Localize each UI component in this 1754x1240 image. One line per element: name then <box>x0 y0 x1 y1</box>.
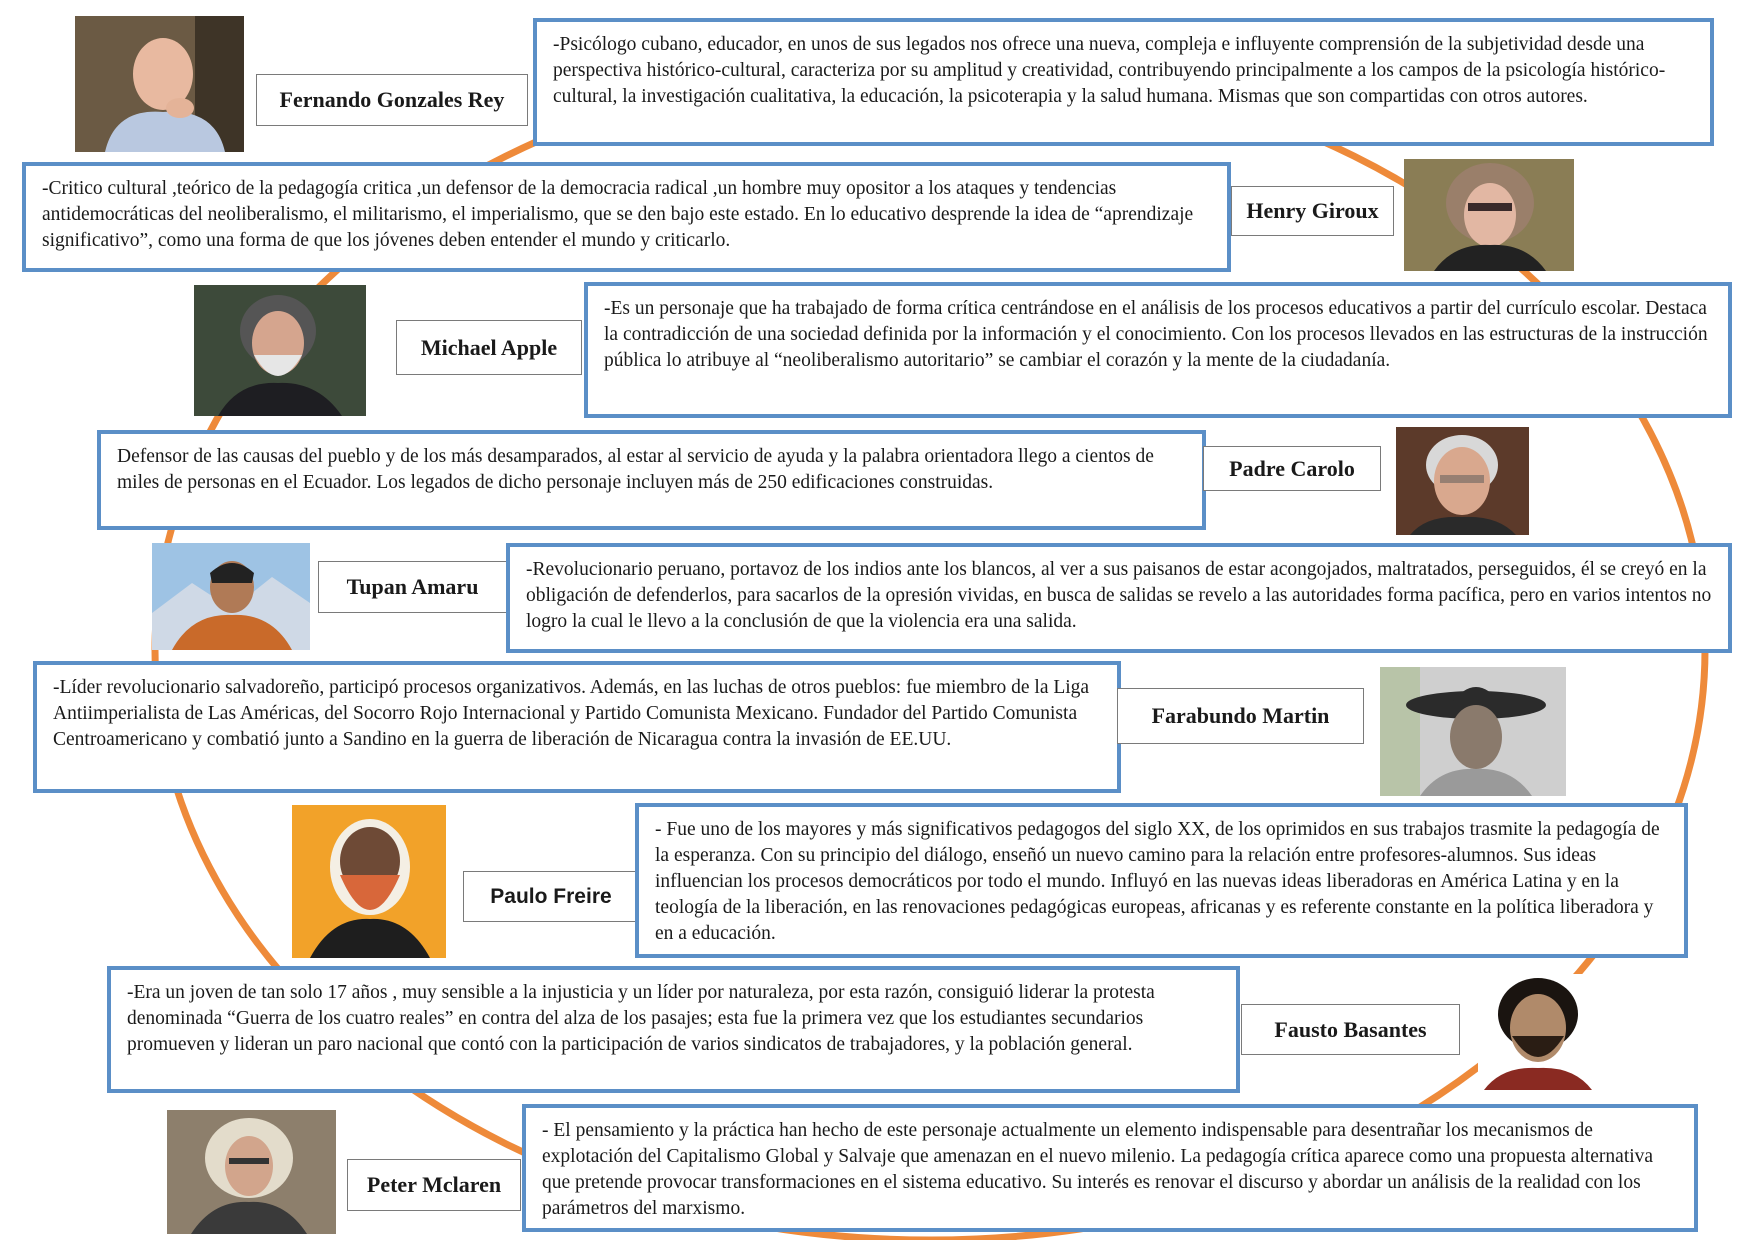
farabundo-martin-photo <box>1380 667 1566 796</box>
padre-carolo-photo <box>1396 427 1529 535</box>
tupan-amaru-photo <box>152 543 310 650</box>
author-name: Tupan Amaru <box>318 561 507 613</box>
author-description: - El pensamiento y la práctica han hecho de este personaje actualmente un elemento indispensable para desentrañar los mecanismos de explotación del Capitalismo Global y Salvaje que amenazan en el nuevo milenio. La pedagogía crítica aparece como una propuesta alternativa que pretende provocar transformaciones en el sistema educativo. Su interés es renovar el discurso y abordar un análisis de la realidad con los parámetros del marxismo. <box>522 1104 1698 1232</box>
author-name: Farabundo Martin <box>1117 688 1364 744</box>
author-description: -Revolucionario peruano, portavoz de los indios ante los blancos, al ver a sus paisanos de estar acongojados, maltratados, perseguidos, él se creyó en la obligación de defenderlos, para sacarlos de la opresión vividas, en busca de salidas se revelo a las autoridades forma pacífica, pero en varios intentos no logro la cual le llevo a la conclusión de que la violencia era una salida. <box>506 543 1732 653</box>
author-description: - Fue uno de los mayores y más significativos pedagogos del siglo XX, de los oprimidos en sus trabajos trasmite la pedagogía de la esperanza. Con su principio del diálogo, enseñó un nuevo camino para la relación entre profesores-alumnos. Sus ideas influencian los procesos democráticos por todo el mundo. Influyó en las nuevas ideas liberadoras en América Latina y en la teología de la liberación, en las renovaciones pedagógicas europeas, africanas y es referente constante en la política liberadora y en a educación. <box>635 803 1688 958</box>
author-description: -Era un joven de tan solo 17 años , muy sensible a la injusticia y un líder por naturaleza, por esta razón, consiguió liderar la protesta denominada “Guerra de los cuatro reales” en contra del alza de los pasajes; esta fue la primera vez que los estudiantes secundarios promueven y lideran un paro nacional que contó con la participación de varios sindicatos de trabajadores, y la población general. <box>107 966 1240 1093</box>
fausto-basantes-photo <box>1478 974 1598 1090</box>
author-name: Padre Carolo <box>1203 446 1381 491</box>
portrait-photo-icon <box>1380 667 1566 796</box>
portrait-photo-icon <box>75 16 244 152</box>
fernando-gonzales-rey-photo <box>75 16 244 152</box>
author-name: Paulo Freire <box>463 871 639 922</box>
peter-mclaren-photo <box>167 1110 336 1234</box>
portrait-painting-icon <box>152 543 310 650</box>
author-description: -Psicólogo cubano, educador, en unos de sus legados nos ofrece una nueva, compleja e influyente comprensión de la subjetividad desde una perspectiva histórico-cultural, caracteriza por su amplitud y creatividad, contribuyendo principalmente a los campos de la psicología histórico-cultural, la investigación cualitativa, la educación, la psicoterapia y la salud humana. Mismas que son compartidas con otros autores. <box>533 18 1714 146</box>
author-name: Michael Apple <box>396 320 582 375</box>
henry-giroux-photo <box>1404 159 1574 271</box>
author-description: -Es un personaje que ha trabajado de forma crítica centrándose en el análisis de los procesos educativos a partir del currículo escolar. Destaca la contradicción de una sociedad definida por la información y el conocimiento. Con los procesos llevados en las estructuras de la instrucción pública lo atribuye al “neoliberalismo autoritario” se cambiar el corazón y la mente de la ciudadanía. <box>584 282 1732 418</box>
author-description: -Líder revolucionario salvadoreño, participó procesos organizativos. Además, en las luchas de otros pueblos: fue miembro de la Liga Antiimperialista de Las Américas, del Socorro Rojo Internacional y Partido Comunista Mexicano. Fundador del Partido Comunista Centroamericano y combatió junto a Sandino en la guerra de liberación de Nicaragua contra la invasión de EE.UU. <box>33 661 1121 793</box>
author-name: Fernando Gonzales Rey <box>256 74 528 126</box>
portrait-photo-icon <box>1396 427 1529 535</box>
author-description: Defensor de las causas del pueblo y de los más desamparados, al estar al servicio de ayuda y la palabra orientadora llego a cientos de miles de personas en el Ecuador. Los legados de dicho personaje incluyen más de 250 edificaciones construidas. <box>97 430 1206 530</box>
michael-apple-photo <box>194 285 366 416</box>
portrait-photo-icon <box>1478 974 1598 1090</box>
portrait-photo-icon <box>194 285 366 416</box>
portrait-photo-icon <box>167 1110 336 1234</box>
author-name: Peter Mclaren <box>347 1159 521 1211</box>
author-name: Fausto Basantes <box>1241 1004 1460 1055</box>
author-description: -Critico cultural ,teórico de la pedagogía critica ,un defensor de la democracia radical ,un hombre muy opositor a los ataques y tendencias antidemocráticas del neoliberalismo, el militarismo, el imperialismo, que se den bajo este estado. En lo educativo desprende la idea de “aprendizaje significativo”, como una forma de que los jóvenes deben entender el mundo y criticarlo. <box>22 162 1231 272</box>
portrait-illustration-icon <box>292 805 446 958</box>
author-name: Henry Giroux <box>1231 186 1394 236</box>
paulo-freire-photo <box>292 805 446 958</box>
portrait-photo-icon <box>1404 159 1574 271</box>
